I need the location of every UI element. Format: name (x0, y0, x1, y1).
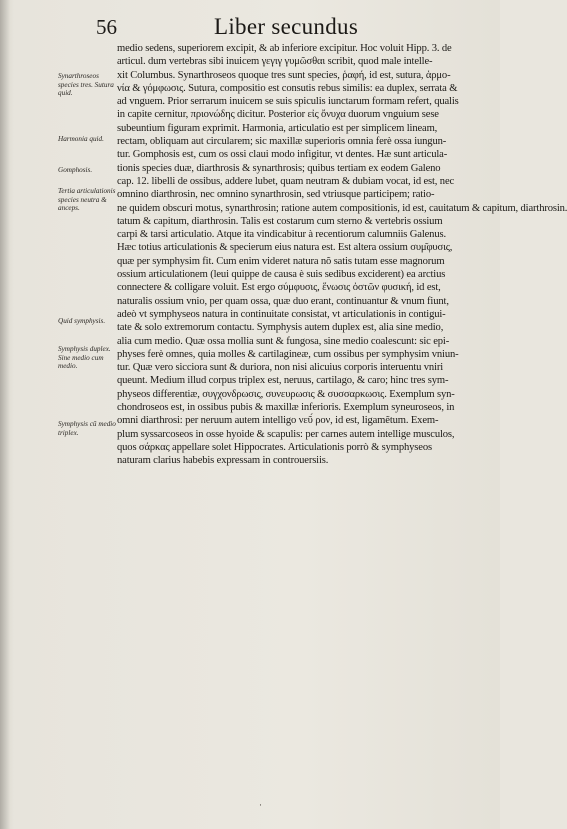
margin-note: Gomphosis. (58, 166, 93, 174)
margin-note: Quid symphysis. (58, 317, 106, 325)
text-line: Hæc totius articulationis & specierum eius natura est. Est altera ossium συμ͂φυσις, (117, 242, 453, 254)
text-line: naturam clarius habebis expressam in controuersiis. (117, 455, 329, 467)
text-line: ne quidem obscuri motus, synarthrosin; ratione autem compositionis, id est, cauitatum & capitum, diarthrosin. (117, 202, 567, 214)
text-line: subeuntium figuram exprimit. Harmonia, articulatio est per simplicem lineam, (117, 122, 438, 134)
text-line: articul. dum vertebras sibi inuicem γεγιγ γυμῶσθαι scribit, quod male intelle- (117, 56, 433, 68)
text-line: plum syssarcoseos in osse hyoide & scapulis: per carnes autem intellige musculos, (117, 428, 455, 440)
text-line: ad vnguem. Prior serrarum inuicem se suis spiculis iunctarum formam refert, qualis (117, 96, 459, 108)
text-line: alia cum medio. Quæ ossa mollia sunt & fungosa, sine medio coalescunt: sic epi- (117, 335, 450, 347)
text-line: medio sedens, superiorem excipit, & ab inferiore excipitur. Hoc voluit Hipp. 3. de (117, 43, 452, 54)
body-text (117, 42, 567, 468)
page-header (96, 14, 490, 40)
text-line: quos σάρκας appellare solet Hippocrates. Articulationis porrò & symphyseos (117, 441, 432, 453)
margin-note: Symphysis cũ medio triplex. (58, 420, 116, 437)
text-line: adeò vt symphyseos natura in continuitate consistat, vt articulationis in contigui- (117, 308, 446, 320)
text-line: naturalis ossium vnio, per quam ossa, quæ duo erant, continuantur & vnum fiunt, (117, 295, 449, 307)
text-line: νία & γόμφωσις. Sutura, compositio est consutis rebus similis: ea duplex, serrata & (117, 82, 458, 94)
running-head: Liber secundus (214, 14, 359, 39)
text-line: tur. Quæ vero sicciora sunt & duriora, non nisi alicuius corporis interuentu vniri (117, 362, 444, 374)
text-line: omnino diarthrosin, nec omnino synarthrosin, sed vtriusque participem; ratio- (117, 189, 435, 201)
text-line: tate & solo extremorum contactu. Symphysis autem duplex est, alia sine medio, (117, 322, 444, 334)
margin-note: Synarthroseos species tres. Sutura quid. (58, 72, 114, 98)
page-number: 56 (96, 15, 117, 39)
text-line: quæ per symphysim fit. Cum enim videret natura nõ satis tutam esse magnorum (117, 255, 445, 267)
margin-note: Symphysis duplex. Sine medio cum medio. (58, 345, 111, 371)
margin-note: Tertia articulationis species neutra & anceps. (58, 187, 116, 213)
text-line: carpi & tarsi articulatio. Atque ita vindicabitur à recentiorum calumniis Galenus. (117, 229, 446, 241)
text-line: tionis species duæ, diarthrosis & synarthrosis; quibus tertiam ex eodem Galeno (117, 162, 441, 174)
text-line: tur. Gomphosis est, cum os ossi claui modo infigitur, vt dentes. Hæ sunt articula- (117, 149, 448, 161)
gutter-shadow (0, 0, 10, 829)
ink-mark: · (259, 800, 262, 810)
text-line: in capite cernitur, πριονώδης dicitur. Posterior εἰς ὄνυχα duorum vnguium sese (117, 109, 439, 121)
text-line: omni diarthrosi: per neruum autem intelligo νεῦ́ ρον, id est, ligamẽtum. Exem- (117, 415, 439, 427)
text-line: rectam, obliquam aut circularem; sic maxillæ superioris omnia ferè ossa iungun- (117, 136, 447, 148)
text-line: ossium articulationem (leui quippe de causa è suis sedibus exciderent) ea arctius (117, 269, 446, 281)
text-line: cap. 12. libelli de ossibus, addere lubet, quam neutram & dubiam vocat, id est, nec (117, 175, 455, 187)
text-line: tatum & capitum, diarthrosin. Talis est costarum cum sterno & vertebris ossium (117, 215, 443, 227)
text-line: xit Columbus. Synarthroseos quoque tres sunt species, ῥαφή, id est, sutura, ἁρμο- (117, 69, 451, 81)
text-line: physeos differentiæ, συγχονδρωσις, συνευρωσις & συσσαρκωσις. Exemplum syn- (117, 388, 455, 400)
text-line: connectere & colligare voluit. Est ergo σύμφυσις, ἕνωσις ὀστῶν φυσική, id est, (117, 282, 441, 294)
text-line: chondroseos est, in ossibus pubis & maxillæ inferioris. Exemplum syneuroseos, in (117, 402, 455, 414)
text-line: physes ferè omnes, quia molles & cartilagineæ, cum ossibus per symphysim vniun- (117, 348, 459, 360)
text-line: queunt. Medium illud corpus triplex est, neruus, cartilago, & caro; hinc tres sym- (117, 375, 449, 387)
margin-note: Harmonia quid. (58, 135, 104, 143)
